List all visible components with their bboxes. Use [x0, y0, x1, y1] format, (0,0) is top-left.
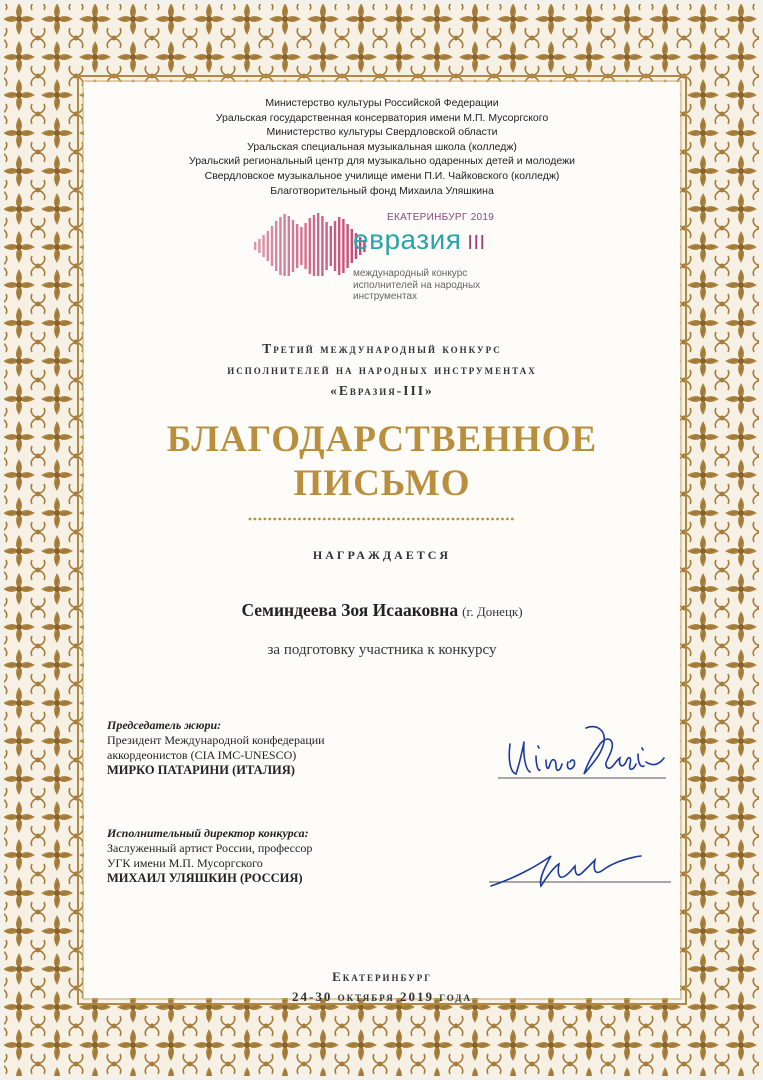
divider-dot — [481, 518, 484, 521]
divider-dot — [348, 518, 351, 521]
logo-bar — [325, 222, 327, 270]
organization-line: Уральская специальная музыкальная школа (колледж) — [247, 140, 517, 153]
divider-dot — [422, 518, 425, 521]
organization-line: Благотворительный фонд Михаила Уляшкина — [270, 184, 494, 197]
signature-jury-chair — [490, 714, 670, 794]
footer-city: Екатеринбург — [332, 969, 432, 984]
document-title — [84, 418, 680, 506]
organization-line: Свердловское музыкальное училище имени П.И. Чайковского (колледж) — [204, 169, 560, 182]
divider-dot — [427, 518, 430, 521]
logo-bar — [267, 231, 269, 261]
signatory-name: МИРКО ПАТАРИНИ (ИТАЛИЯ) — [107, 763, 295, 777]
logo-bar — [346, 224, 348, 268]
divider-dot — [323, 518, 326, 521]
divider-dot — [407, 518, 410, 521]
divider-dot — [501, 518, 504, 521]
divider-dot — [313, 518, 316, 521]
divider-dot — [333, 518, 336, 521]
logo-bar — [292, 220, 294, 272]
dotted-divider — [247, 516, 517, 522]
document-title-line: ПИСЬМО — [293, 463, 471, 504]
divider-dot — [496, 518, 499, 521]
logo-name-text: евразия — [353, 224, 462, 255]
divider-dot — [461, 518, 464, 521]
divider-dot — [263, 518, 266, 521]
logo-bar — [271, 226, 273, 266]
organization-line: Министерство культуры Российской Федерации — [265, 97, 499, 109]
sound-bars-icon — [250, 206, 370, 276]
logo-name — [353, 224, 486, 256]
footer — [84, 967, 680, 1007]
divider-dot — [259, 518, 262, 521]
logo-bar — [258, 239, 260, 253]
divider-dot — [372, 518, 375, 521]
divider-dot — [506, 518, 509, 521]
logo-bar — [309, 218, 311, 274]
logo-subtitle-line: международный конкурс — [353, 268, 468, 279]
signatory-line: Заслуженный артист России, профессор — [107, 841, 313, 855]
divider-dot — [254, 518, 257, 521]
logo-bar — [317, 213, 319, 276]
divider-dot — [283, 518, 286, 521]
logo-bar — [275, 221, 277, 271]
logo-bar — [342, 219, 344, 273]
divider-dot — [486, 518, 489, 521]
signatory-role: Исполнительный директор конкурса: — [107, 826, 309, 840]
signatory-line: аккордеонистов (CIA IMC-UNESCO) — [107, 748, 297, 762]
logo-bar — [288, 216, 290, 276]
logo-bar — [262, 235, 264, 257]
logo-bar — [338, 217, 340, 275]
logo-bar — [283, 214, 285, 276]
divider-dot — [432, 518, 435, 521]
logo-bar — [321, 216, 323, 276]
signatory-jury-chair — [107, 718, 325, 778]
signature-executive-director — [485, 846, 675, 896]
divider-dot — [382, 518, 385, 521]
eurasia-logo — [250, 206, 530, 306]
divider-dot — [466, 518, 469, 521]
divider-dot — [288, 518, 291, 521]
awarded-label: НАГРАЖДАЕТСЯ — [312, 548, 452, 562]
divider-dot — [328, 518, 331, 521]
divider-dot — [377, 518, 380, 521]
divider-dot — [367, 518, 370, 521]
document-title-line: БЛАГОДАРСТВЕННОЕ — [166, 419, 598, 460]
divider-dot — [452, 518, 455, 521]
divider-dot — [338, 518, 341, 521]
competition-title-line: Третий международный конкурс — [262, 341, 502, 356]
divider-dot — [437, 518, 440, 521]
divider-dot — [476, 518, 479, 521]
divider-dot — [318, 518, 321, 521]
signatory-line: Президент Международной конфедерации — [107, 733, 325, 747]
organization-line: Уральский региональный центр для музыкально одаренных детей и молодежи — [189, 155, 575, 168]
signatory-line: УГК имени М.П. Мусоргского — [107, 856, 263, 870]
signatory-name: МИХАИЛ УЛЯШКИН (РОССИЯ) — [107, 871, 303, 885]
logo-subtitle-line: инструментах — [353, 291, 418, 302]
divider-dot — [273, 518, 276, 521]
divider-dot — [397, 518, 400, 521]
recipient-city: (г. Донецк) — [462, 604, 523, 619]
divider-dot — [308, 518, 311, 521]
logo-roman-numeral: III — [467, 232, 486, 254]
organization-line: Министерство культуры Свердловской области — [266, 126, 498, 139]
recipient — [84, 600, 680, 621]
logo-bar — [334, 221, 336, 271]
logo-subtitle — [353, 268, 480, 303]
divider-dot — [298, 518, 301, 521]
divider-dot — [442, 518, 445, 521]
logo-bar — [279, 217, 281, 275]
logo-bar — [313, 215, 315, 276]
organization-line: Уральская государственная консерватория имени М.П. Мусоргского — [215, 111, 549, 124]
divider-dot — [387, 518, 390, 521]
competition-title — [84, 338, 680, 401]
divider-dot — [303, 518, 306, 521]
competition-title-line: «Евразия-III» — [330, 383, 434, 398]
divider-dot — [392, 518, 395, 521]
logo-bar — [296, 224, 298, 268]
award-reason: за подготовку участника к конкурсу — [267, 642, 497, 658]
signatory-executive-director — [107, 826, 312, 886]
logo-bar — [300, 227, 302, 265]
logo-subtitle-line: исполнителей на народных — [353, 279, 481, 291]
divider-dot — [268, 518, 271, 521]
divider-dot — [457, 518, 460, 521]
divider-dot — [412, 518, 415, 521]
divider-dot — [362, 518, 365, 521]
divider-dot — [278, 518, 281, 521]
organizations-list — [84, 96, 680, 198]
signatory-role: Председатель жюри: — [107, 718, 222, 732]
divider-dot — [417, 518, 420, 521]
divider-dot — [353, 518, 356, 521]
logo-bar — [304, 223, 306, 269]
divider-dot — [249, 518, 252, 521]
divider-dot — [402, 518, 405, 521]
divider-dot — [471, 518, 474, 521]
recipient-name: Семиндеева Зоя Исааковна — [241, 600, 459, 620]
competition-title-line: исполнителей на народных инструментах — [227, 362, 537, 377]
logo-city-year: ЕКАТЕРИНБУРГ 2019 — [387, 212, 495, 223]
footer-dates: 24-30 октября 2019 года — [291, 989, 472, 1004]
divider-dot — [511, 518, 514, 521]
divider-dot — [358, 518, 361, 521]
divider-dot — [491, 518, 494, 521]
divider-dot — [293, 518, 296, 521]
divider-dot — [447, 518, 450, 521]
logo-bar — [330, 226, 332, 266]
logo-bar — [254, 242, 256, 250]
divider-dot — [343, 518, 346, 521]
